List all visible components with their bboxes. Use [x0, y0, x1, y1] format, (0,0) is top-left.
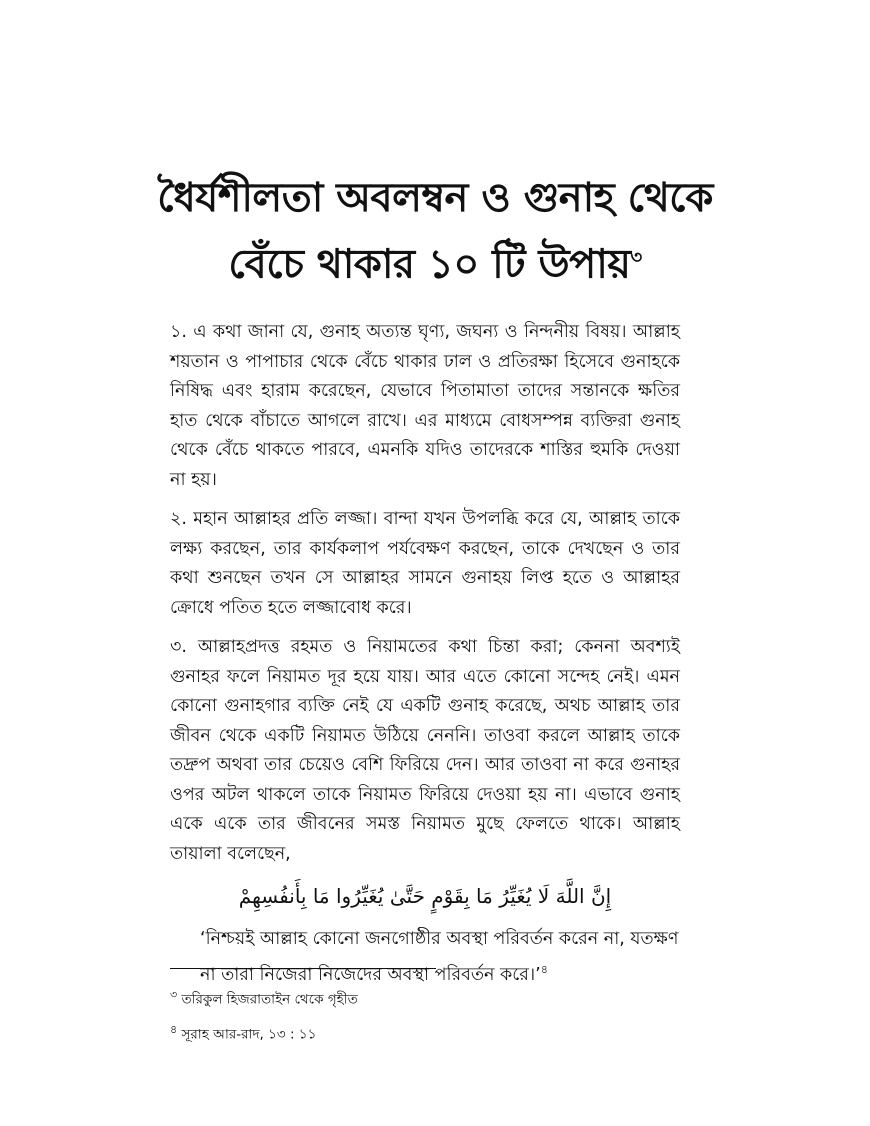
footnote-3 [170, 980, 680, 1015]
chapter-title-line-2 [120, 228, 750, 294]
footnote-3-marker: ৩ [170, 988, 178, 1001]
paragraph-point-3: ৩. আল্লাহপ্রদত্ত রহমত ও নিয়ামতের কথা চিন্তা করা; কেননা অবশ্যই গুনাহর ফলে নিয়ামত দূর হয়ে যায়। আর এতে কোনো সন্দেহ নেই। এমন কোনো গুনাহগার ব্যক্তি নেই যে একটি গুনাহ করেছে, অথচ আল্লাহ তার জীবন থেকে একটি নিয়ামত উঠিয়ে নেননি। তাওবা করলে আল্লাহ তাকে তদ্রুপ অথবা তার চেয়েও বেশি ফিরিয়ে দেন। আর তাওবা না করে গুনাহর ওপর অটল থাকলে তাকে নিয়ামত ফিরিয়ে দেওয়া হয় না। এভাবে গুনাহ একে একে তার জীবনের সমস্ত নিয়ামত মুছে ফেলতে থাকে। আল্লাহ তায়ালা বলেছেন, [170, 637, 680, 864]
arabic-verse: إِنَّ اللَّهَ لَا يُغَيِّرُ مَا بِقَوْمٍ حَتَّىٰ يُغَيِّرُوا مَا بِأَنفُسِهِمْ [238, 884, 612, 908]
footnote-4-marker: ৪ [170, 1022, 178, 1036]
body-text [170, 318, 680, 990]
verse-translation-text: ‘নিশ্চয়ই আল্লাহ কোনো জনগোষ্ঠীর অবস্থা পরিবর্তন করেন না, যতক্ষণ না তারা নিজেরা নিজেদের অবস্থা পরিবর্তন করে।’ [200, 929, 679, 985]
title-footnote-ref: ৩ [630, 247, 642, 268]
footnote-4 [170, 1015, 680, 1050]
footnote-divider [170, 968, 436, 969]
footnotes [170, 980, 680, 1049]
quote-footnote-ref: ৪ [540, 962, 548, 976]
paragraph-point-1: ১. এ কথা জানা যে, গুনাহ অত্যন্ত ঘৃণ্য, জঘন্য ও নিন্দনীয় বিষয়। আল্লাহ শয়তান ও পাপাচার থেকে বেঁচে থাকার ঢাল ও প্রতিরক্ষা হিসেবে গুনাহকে নিষিদ্ধ এবং হারাম করেছেন, যেভাবে পিতামাতা তাদের সন্তানকে ক্ষতির হাত থেকে বাঁচাতে আগলে রাখে। এর মাধ্যমে বোধসম্পন্ন ব্যক্তিরা গুনাহ থেকে বেঁচে থাকতে পারবে, এমনকি যদিও তাদেরকে শাস্তির হুমকি দেওয়া না হয়। [170, 322, 680, 490]
paragraph-point-2: ২. মহান আল্লাহর প্রতি লজ্জা। বান্দা যখন উপলব্ধি করে যে, আল্লাহ তাকে লক্ষ্য করছেন, তার কার্যকলাপ পর্যবেক্ষণ করছেন, তাকে দেখছেন ও তার কথা শুনছেন তখন সে আল্লাহর সামনে গুনাহয় লিপ্ত হতে ও আল্লাহর ক্রোধে পতিত হতে লজ্জাবোধ করে। [170, 509, 680, 618]
chapter-title-line-2-text: বেঁচে থাকার ১০ টি উপায় [228, 241, 631, 288]
footnote-3-text: তরিকুল হিজরাতাইন থেকে গৃহীত [181, 991, 358, 1008]
chapter-title-line-1: ধৈর্যশীলতা অবলম্বন ও গুনাহ থেকে [157, 175, 713, 221]
footnote-4-text: সূরাহ আর-রাদ, ১৩ : ১১ [181, 1026, 317, 1042]
chapter-title [120, 168, 750, 294]
